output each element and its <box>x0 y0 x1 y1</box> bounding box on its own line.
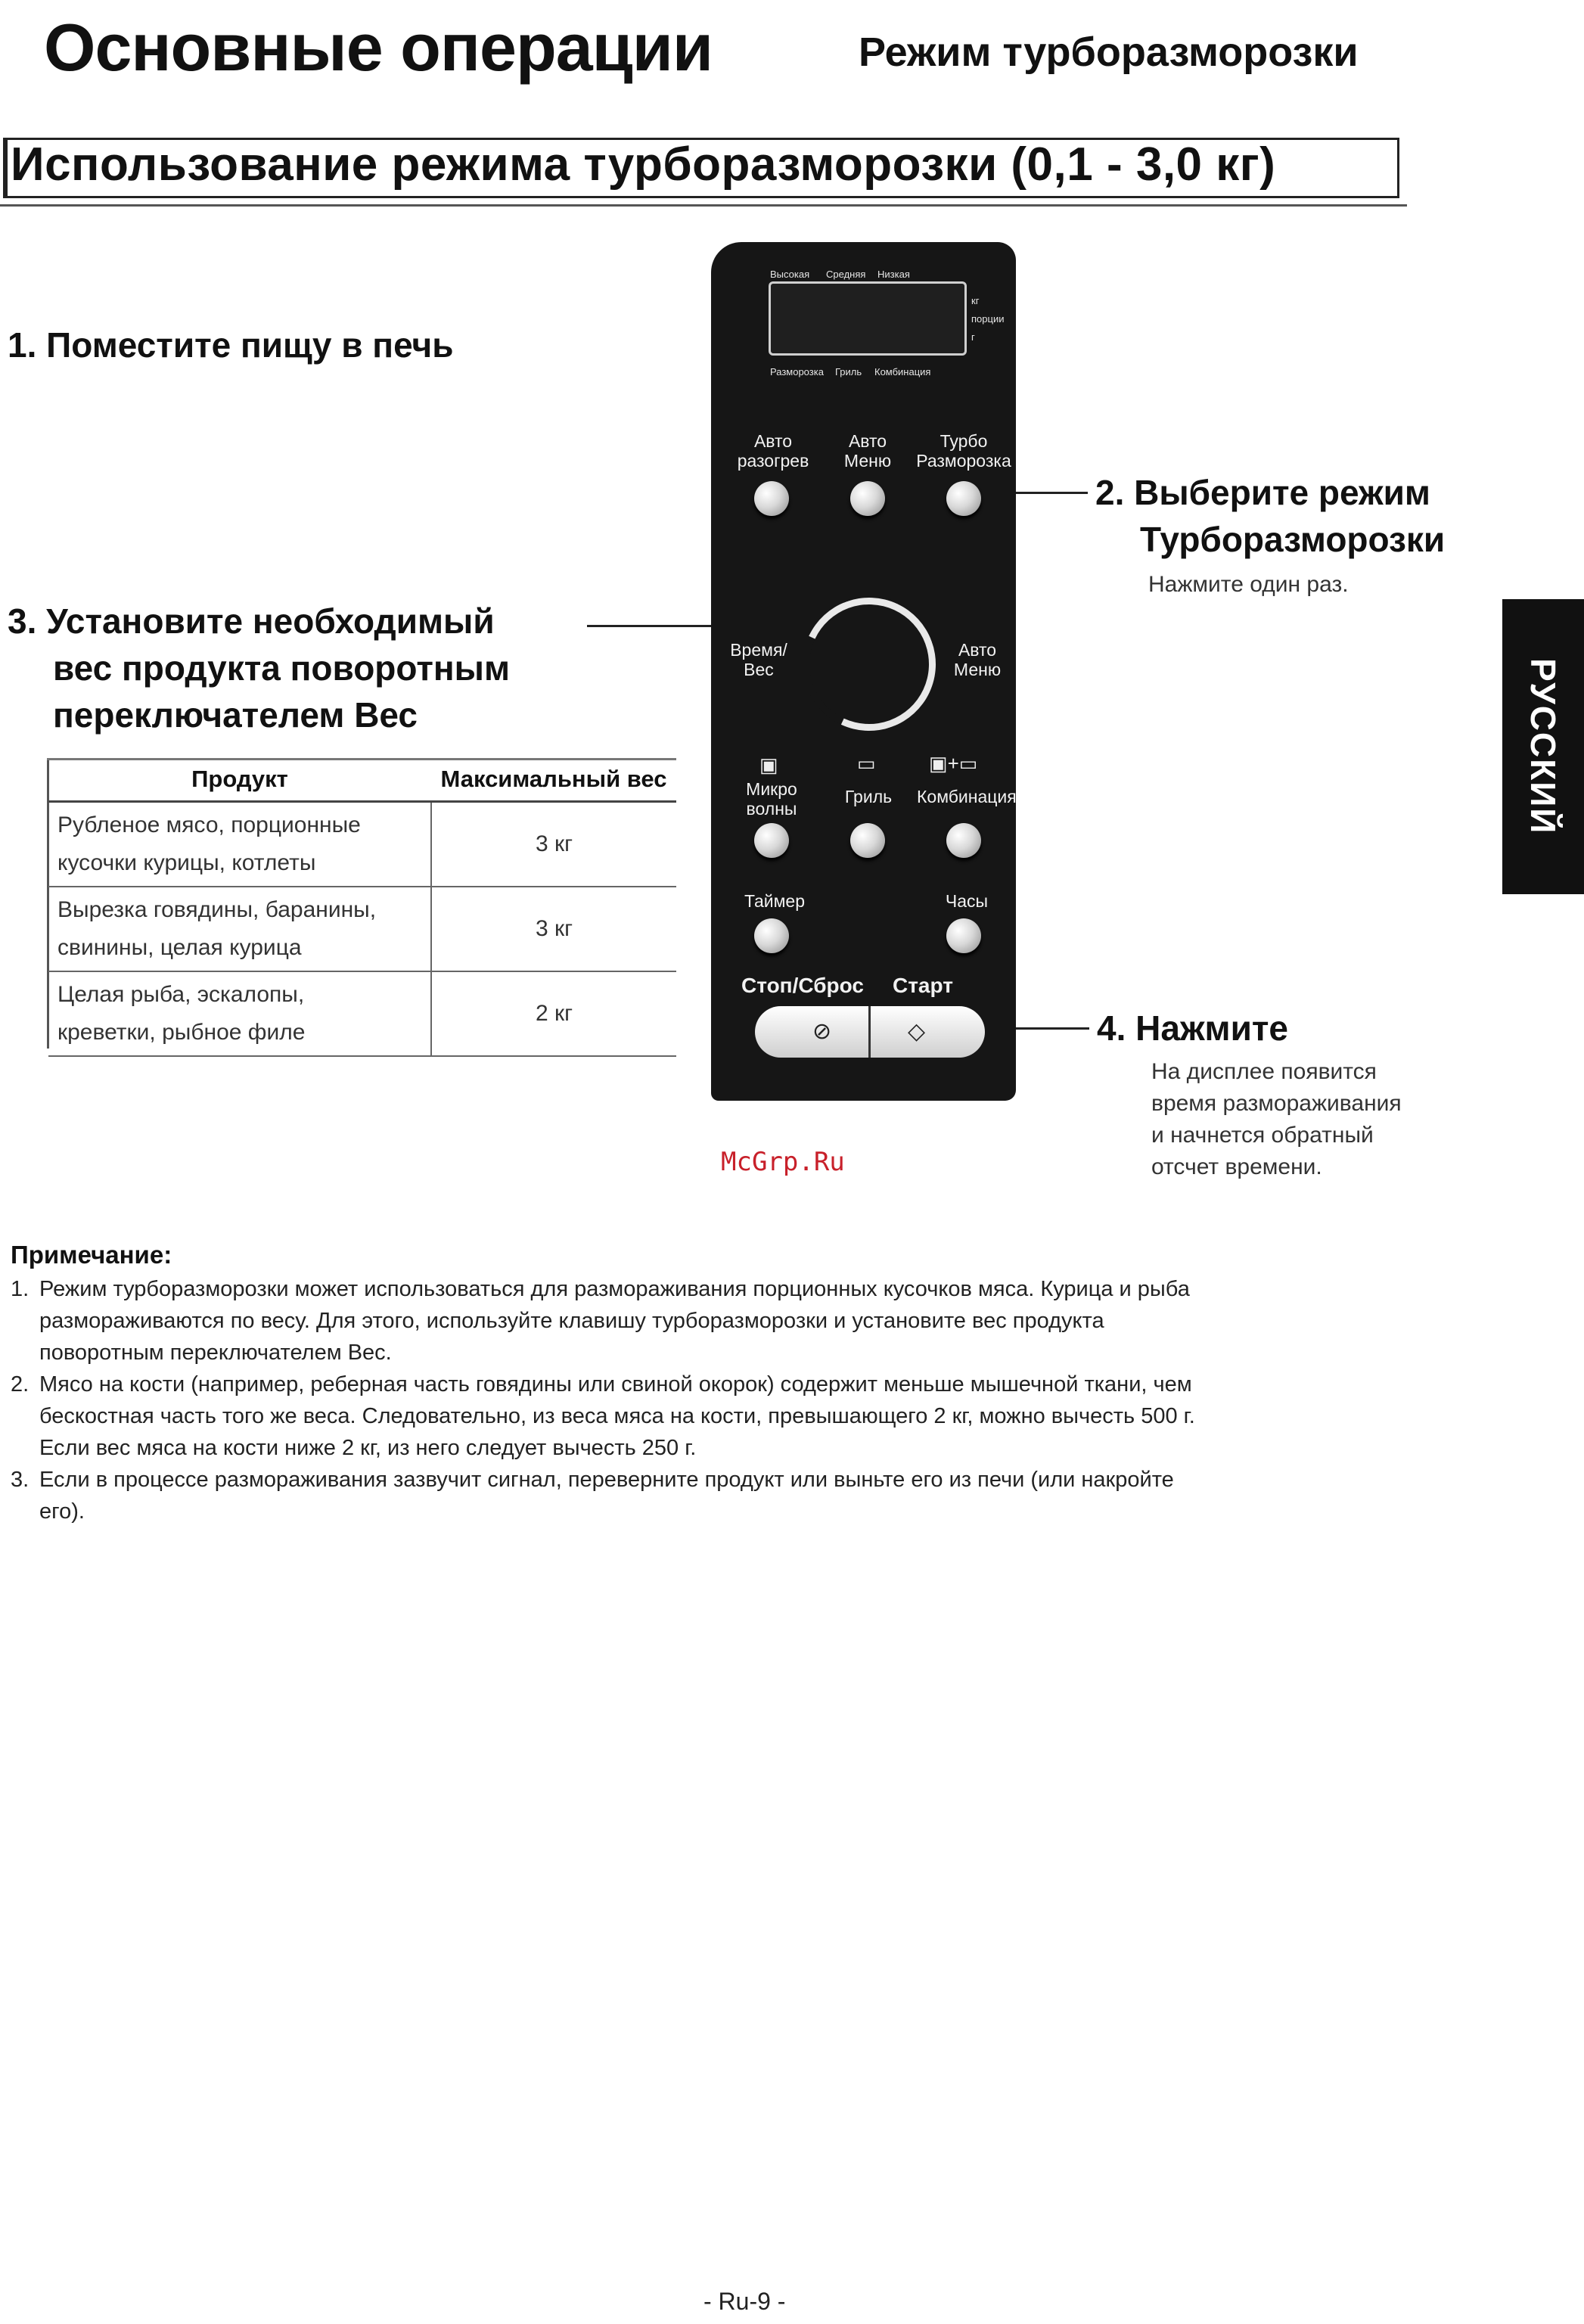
turbo-defrost-button[interactable] <box>946 481 981 516</box>
note-number: 1. <box>11 1277 30 1301</box>
note-line: поворотным переключателем Вес. <box>39 1341 392 1365</box>
note-line: бескостная часть того же веса. Следовательно, из веса мяса на кости, превышающего 2 кг, можно вычесть 500 г. <box>39 1404 1195 1428</box>
note-item <box>11 1464 1471 1527</box>
stop-reset-label: Стоп/Сброс <box>741 974 864 997</box>
leader-line-step-2 <box>1015 492 1088 494</box>
product-cell <box>48 887 431 971</box>
auto-reheat-button[interactable] <box>754 481 789 516</box>
power-level-low: Низкая <box>877 269 910 280</box>
header-divider <box>0 204 1407 207</box>
stop-icon[interactable]: ⊘ <box>812 1019 832 1044</box>
note-line: Мясо на кости (например, реберная часть говядины или свиной окорок) содержит меньше мышечной ткани, чем <box>39 1372 1192 1397</box>
power-level-high: Высокая <box>770 269 810 280</box>
note-item <box>11 1273 1471 1369</box>
grill-icon: ▭ <box>857 752 876 775</box>
combination-button[interactable] <box>946 823 981 858</box>
label-line: разогрев <box>737 451 809 471</box>
step-3-line2: вес продукта поворотным <box>53 648 510 688</box>
language-tab-label: РУССКИЙ <box>1523 658 1563 835</box>
step-2-desc: Нажмите один раз. <box>1148 572 1349 597</box>
note-line: размораживаются по весу. Для этого, используйте клавишу турборазморозки и установите вес продукта <box>39 1309 1104 1333</box>
dial-right-label <box>946 640 1009 679</box>
product-line: свинины, целая курица <box>57 935 302 960</box>
auto-reheat-label <box>732 431 814 471</box>
label-line: Авто <box>958 640 997 660</box>
label-line: Разморозка <box>916 451 1011 471</box>
clock-button[interactable] <box>946 918 981 953</box>
display-mode-grill: Гриль <box>835 366 862 377</box>
product-line: Вырезка говядины, баранины, <box>57 897 377 922</box>
step-4-desc-4: отсчет времени. <box>1151 1154 1322 1179</box>
display-mode-combi: Комбинация <box>874 366 931 377</box>
timer-label: Таймер <box>744 891 806 911</box>
note-line: его). <box>39 1499 85 1524</box>
label-line: Время/ <box>730 640 787 660</box>
product-line: Целая рыба, эскалопы, <box>57 982 305 1007</box>
auto-menu-button[interactable] <box>850 481 885 516</box>
step-1: 1. Поместите пищу в печь <box>8 325 454 365</box>
step-4-desc-2: время размораживания <box>1151 1091 1402 1116</box>
product-cell <box>48 971 431 1056</box>
combination-icon: ▣+▭ <box>929 752 978 775</box>
table-row <box>48 971 676 1056</box>
col-header-max-weight: Максимальный вес <box>431 758 676 802</box>
product-line: кусочки курицы, котлеты <box>57 850 316 875</box>
weight-cell: 2 кг <box>431 971 676 1056</box>
weight-cell: 3 кг <box>431 802 676 887</box>
dial-left-label <box>722 640 795 679</box>
product-weight-table <box>48 758 676 1057</box>
step-4-desc-1: На дисплее появится <box>1151 1059 1377 1084</box>
stop-start-divider <box>868 1006 871 1058</box>
step-3-line1: 3. Установите необходимый <box>8 601 495 641</box>
watermark: McGrp.Ru <box>721 1147 845 1177</box>
power-level-medium: Средняя <box>826 269 866 280</box>
turbo-defrost-label <box>912 431 1015 471</box>
subtitle: Использование режима турборазморозки (0,1 - 3,0 кг) <box>11 138 1276 191</box>
combination-label: Комбинация <box>917 787 1017 806</box>
label-line: Турбо <box>940 431 988 451</box>
product-line: креветки, рыбное филе <box>57 1020 306 1045</box>
section-title: Режим турборазморозки <box>859 30 1359 75</box>
label-line: волны <box>746 799 797 819</box>
timer-button[interactable] <box>754 918 789 953</box>
notes-heading: Примечание: <box>11 1241 172 1269</box>
weight-cell: 3 кг <box>431 887 676 971</box>
step-2-line2: Турборазморозки <box>1140 520 1446 559</box>
clock-label: Часы <box>945 891 989 911</box>
microwave-icon: ▣ <box>759 753 778 776</box>
table-header-row <box>48 758 676 802</box>
product-line: Рубленое мясо, порционные <box>57 812 361 837</box>
grill-button[interactable] <box>850 823 885 858</box>
note-line: Если вес мяса на кости ниже 2 кг, из него следует вычесть 250 г. <box>39 1436 697 1460</box>
notes-list <box>11 1273 1471 1527</box>
table-row <box>48 887 676 971</box>
label-line: Меню <box>953 660 1002 679</box>
label-line: Микро <box>746 779 797 799</box>
leader-line-step-3 <box>587 625 731 627</box>
start-icon[interactable]: ◇ <box>908 1019 926 1044</box>
step-3-line3: переключателем Вес <box>53 695 418 735</box>
page-number: - Ru-9 - <box>703 2288 786 2315</box>
step-4: 4. Нажмите <box>1097 1008 1288 1048</box>
microwave-label <box>734 779 809 819</box>
step-4-desc-3: и начнется обратный <box>1151 1123 1374 1148</box>
col-header-product: Продукт <box>48 758 431 802</box>
unit-g: г <box>971 331 975 343</box>
note-number: 3. <box>11 1468 30 1492</box>
note-line: Режим турборазморозки может использоваться для размораживания порционных кусочков мяса. Курица и рыба <box>39 1277 1190 1301</box>
note-line: Если в процессе размораживания зазвучит сигнал, переверните продукт или выньте его из печи (или накройте <box>39 1468 1174 1492</box>
grill-label: Гриль <box>844 787 893 806</box>
note-item <box>11 1369 1471 1464</box>
label-line: Меню <box>843 451 892 471</box>
label-line: Авто <box>753 431 793 451</box>
label-line: Вес <box>744 660 774 679</box>
step-2-line1: 2. Выберите режим <box>1095 473 1430 512</box>
auto-menu-label <box>832 431 903 471</box>
table-row <box>48 802 676 887</box>
lcd-display <box>769 281 967 356</box>
unit-portions: порции <box>971 313 1005 325</box>
label-line: Авто <box>848 431 887 451</box>
microwave-button[interactable] <box>754 823 789 858</box>
display-mode-defrost: Разморозка <box>770 366 824 377</box>
unit-kg: кг <box>971 295 980 306</box>
start-label: Старт <box>893 974 953 997</box>
note-number: 2. <box>11 1372 30 1397</box>
page-title: Основные операции <box>44 10 713 85</box>
product-cell <box>48 802 431 887</box>
